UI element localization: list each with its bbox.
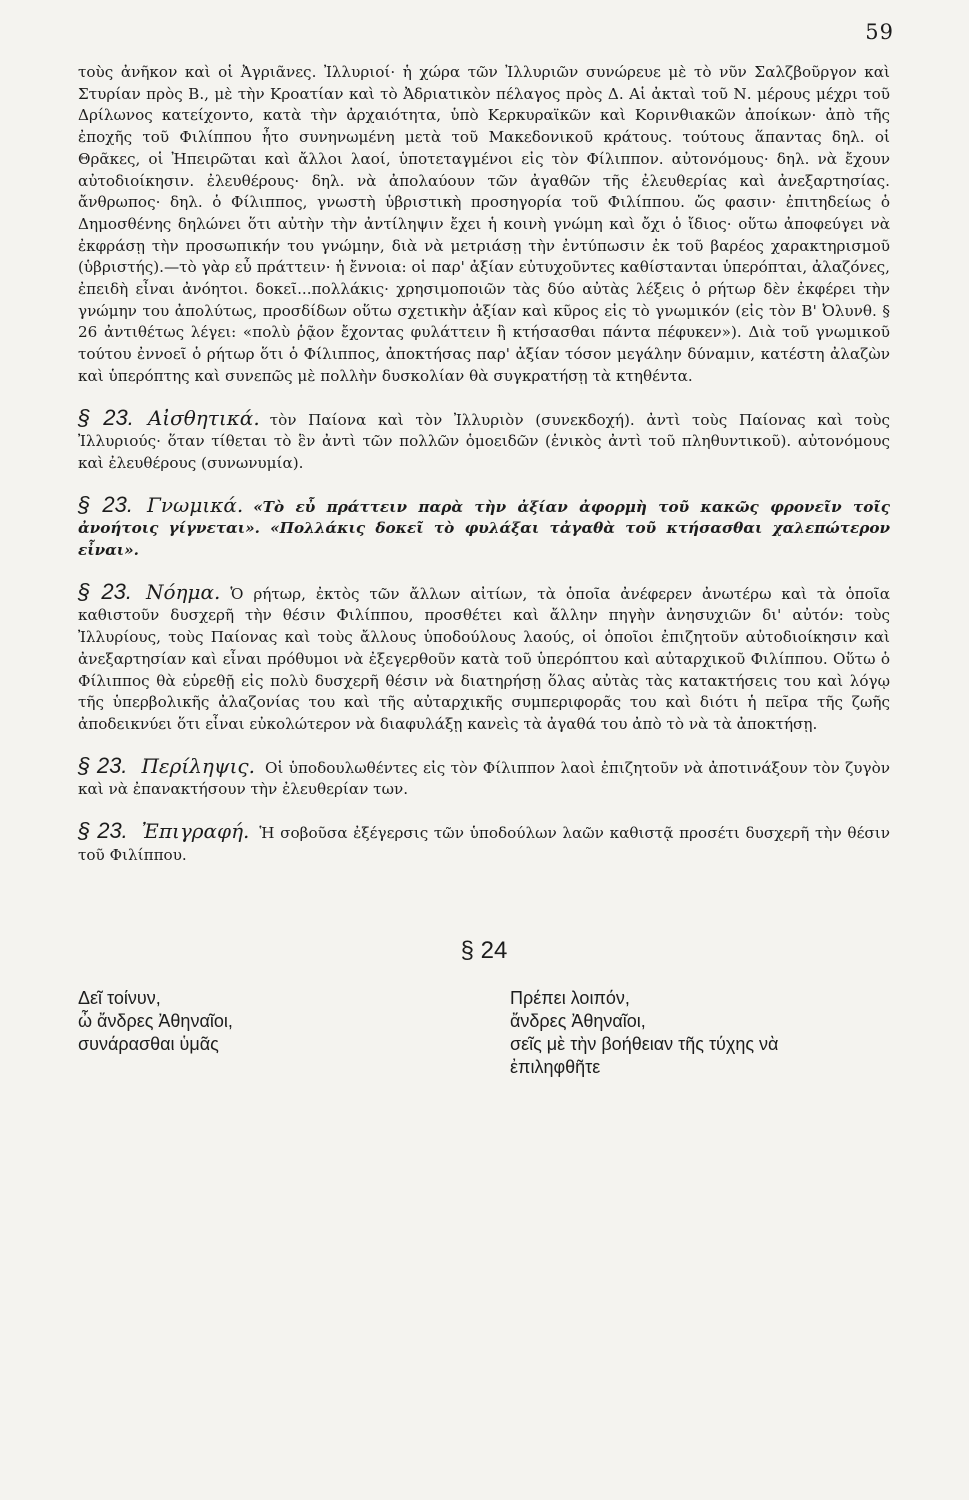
section-body: τὸν Παίονα καὶ τὸν Ἰλλυριὸν (συνεκδοχή). ἀντὶ τοὺς Παίονας καὶ τοὺς Ἰλλυριούς· ὅταν τίθεται τὸ ἓν ἀντὶ τῶν πολλῶν ὁμοειδῶν (ἑνικὸς ἀντὶ τοῦ πληθυντικοῦ). αὐτονόμους καὶ ἐλευθέρους (συνωνυμία). (78, 410, 891, 472)
section-number: § 23. (78, 578, 133, 604)
section-number: § 23. (78, 752, 128, 778)
translation-line: σεῖς μὲ τὴν βοήθειαν τῆς τύχης νὰ (510, 1033, 779, 1054)
section-title: Περίληψις. (141, 753, 255, 778)
page-content (78, 62, 890, 1079)
original-line: ὦ ἄνδρες Ἀθηναῖοι, (78, 1010, 233, 1031)
next-section-heading: § 24 (460, 936, 508, 964)
page-number: 59 (865, 20, 894, 44)
translation-column (510, 987, 850, 1079)
notes-paragraph: τοὺς ἀνῆκον καὶ οἱ Ἀγριᾶνες. Ἰλλυριοί· ἡ χώρα τῶν Ἰλλυριῶν συνώρευε μὲ τὸ νῦν Σαλζβοῦργον καὶ Στυρίαν πρὸς Β., μὲ τὴν Κροατίαν καὶ τὸ Ἀδριατικὸν πέλαγος πρὸς Δ. Αἱ ἀκταὶ τοῦ Ν. μέρους μέχρι τοῦ Δρίλωνος κατείχοντο, κατὰ τὴν ἀρχαιότητα, ὑπὸ Κερκυραϊκῶν καὶ Κορινθιακῶν ἀποίκων· ἀπὸ τῆς ἐποχῆς τοῦ Φιλίππου ἦτο συνηνωμένη μετὰ τοῦ Μακεδονικοῦ κράτους. τούτους ἅπαντας δηλ. οἱ Θρᾶκες, οἱ Ἠπειρῶται καὶ ἄλλοι λαοί, ὑποτεταγμένοι εἰς τὸν Φίλιππον. αὐτονόμους· δηλ. νὰ ἔχουν αὐτοδιοίκησιν. ἐλευθέρους· δηλ. νὰ ἀπολαύουν τῶν ἀγαθῶν τῆς ἐλευθερίας καὶ ἀνεξαρτησίας. ἄνθρωπος· δηλ. ὁ Φίλιππος, γνωστὴ ὑβριστικὴ προσηγορία τοῦ Φιλίππου. ὥς φασιν· ἐπιτηδείως ὁ Δημοσθένης δηλώνει ὅτι αὐτὴν τὴν ἀντίληψιν ἔχει ἡ κοινὴ γνώμη καὶ ὄχι ὁ ἴδιος· οὕτω ἀποφεύγει νὰ ἐκφράσῃ τὴν προσωπικήν του γνώμην, διὰ νὰ μετριάσῃ τὴν ἐντύπωσιν ἐκ τοῦ βαρέος χαρακτηρισμοῦ (ὑβριστής).—τὸ γὰρ εὖ πράττειν· ἡ ἔννοια: οἱ παρ' ἀξίαν εὐτυχοῦντες καθίστανται ὑπερόπται, ἀλαζόνες, ἐπειδὴ εἶναι ἀνόητοι. δοκεῖ...πολλάκις· χρησιμοποιῶν τὰς δύο αὐτὰς λέξεις ὁ ρήτωρ δὲν ἐκφέρει τὴν γνώμην του ἀπολύτως, προσδίδων οὕτω σχετικὴν ἀξίαν καὶ κῦρος εἰς τὸ γνωμικόν (εἰς τὸν Β' Ὀλυνθ. § 26 ἀντιθέτως λέγει: «πολὺ ῥᾷον ἔχοντας φυλάττειν ἢ κτήσασθαι πάντα πέφυκεν»). Διὰ τοῦ γνωμικοῦ τούτου ἐννοεῖ ὁ ρήτωρ ὅτι ὁ Φίλιππος, ἀποκτήσας παρ' ἀξίαν τόσον μεγάλην δύναμιν, κατέστη ἀλαζὼν καὶ ὑπερόπτης καὶ συνεπῶς μὲ πολλὴν δυσκολίαν θὰ συγκρατήσῃ τὰ κτηθέντα. (78, 63, 890, 385)
section-body: Ἡ σοβοῦσα ἐξέγερσις τῶν ὑποδούλων λαῶν καθιστᾷ προσέτι δυσχερῆ τὴν θέσιν τοῦ Φιλίππου. (78, 824, 890, 864)
section-body: Ὁ ρήτωρ, ἐκτὸς τῶν ἄλλων αἰτίων, τὰ ὁποῖα ἀνέφερεν ἀνωτέρω καὶ τὰ ὁποῖα καθιστοῦν δυσχερῆ τὴν θέσιν Φιλίππου, προσθέτει καὶ ἄλλην πηγὴν ἀνησυχιῶν δι' αὐτόν: τοὺς Ἰλλυρίους, τοὺς Παίονας καὶ τοὺς ἄλλους ὑποδούλους λαούς, οἱ ὁποῖοι ἐπιζητοῦν αὐτοδιοίκησιν καὶ ἀνεξαρτησίαν καὶ εἶναι πρόθυμοι νὰ ἐξεγερθοῦν κατὰ τοῦ ὑπερόπτου καὶ αὐταρχικοῦ Φιλίππου. Οὕτω ὁ Φίλιππος θὰ εὑρεθῇ εἰς πολὺ δυσχερῆ θέσιν νὰ διατηρήσῃ ὅλας αὐτὰς τὰς κατακτήσεις του καὶ λόγῳ τῆς ὑπερβολικῆς ἀλαζονίας του καὶ τῆς αὐταρχικῆς συμπεριφορᾶς του καὶ διότι ἡ πεῖρα τῆς ζωῆς ἀποδεικνύει ὅτι εἶναι εὐκολώτερον νὰ διαφυλάξῃ κανεὶς τὰ ἀγαθά του ἀπὸ τὸ νὰ τὰ ἀποκτήσῃ. (78, 584, 890, 733)
section-title: Νόημα. (146, 579, 221, 604)
text-translation-columns (78, 987, 890, 1079)
original-text-column (78, 987, 358, 1079)
section-aesthetic (78, 404, 891, 475)
original-line: συνάρασθαι ὑμᾶς (78, 1033, 219, 1054)
section-maxims (78, 491, 890, 562)
section-number: § 23. (78, 404, 134, 430)
section-body: «Τὸ εὖ πράττειν παρὰ τὴν ἀξίαν ἀφορμὴ τοῦ κακῶς φρονεῖν τοῖς ἀνοήτοις γίγνεται». «Πολλάκις δοκεῖ τὸ φυλάξαι τἀγαθὰ τοῦ κτήσασθαι χαλεπώτερον εἶναι». (78, 497, 890, 560)
translation-line: ἐπιληφθῆτε (510, 1056, 601, 1077)
section-summary (78, 752, 890, 801)
translation-line: ἄνδρες Ἀθηναῖοι, (510, 1010, 646, 1031)
section-title: Ἐπιγραφή. (141, 819, 250, 844)
translation-line: Πρέπει λοιπόν, (510, 987, 630, 1008)
section-title: Γνωμικά. (147, 492, 244, 517)
section-meaning (78, 578, 890, 736)
section-number: § 23. (78, 818, 128, 844)
section-body: Οἱ ὑποδουλωθέντες εἰς τὸν Φίλιππον λαοὶ ἐπιζητοῦν νὰ ἀποτινάξουν τὸν ζυγὸν καὶ νὰ ἐπανακτήσουν τὴν ἐλευθερίαν των. (78, 758, 890, 799)
section-number: § 23. (78, 491, 134, 517)
section-title: Αἰσθητικά. (147, 405, 260, 430)
original-line: Δεῖ τοίνυν, (78, 987, 161, 1008)
section-heading-title (78, 820, 890, 866)
